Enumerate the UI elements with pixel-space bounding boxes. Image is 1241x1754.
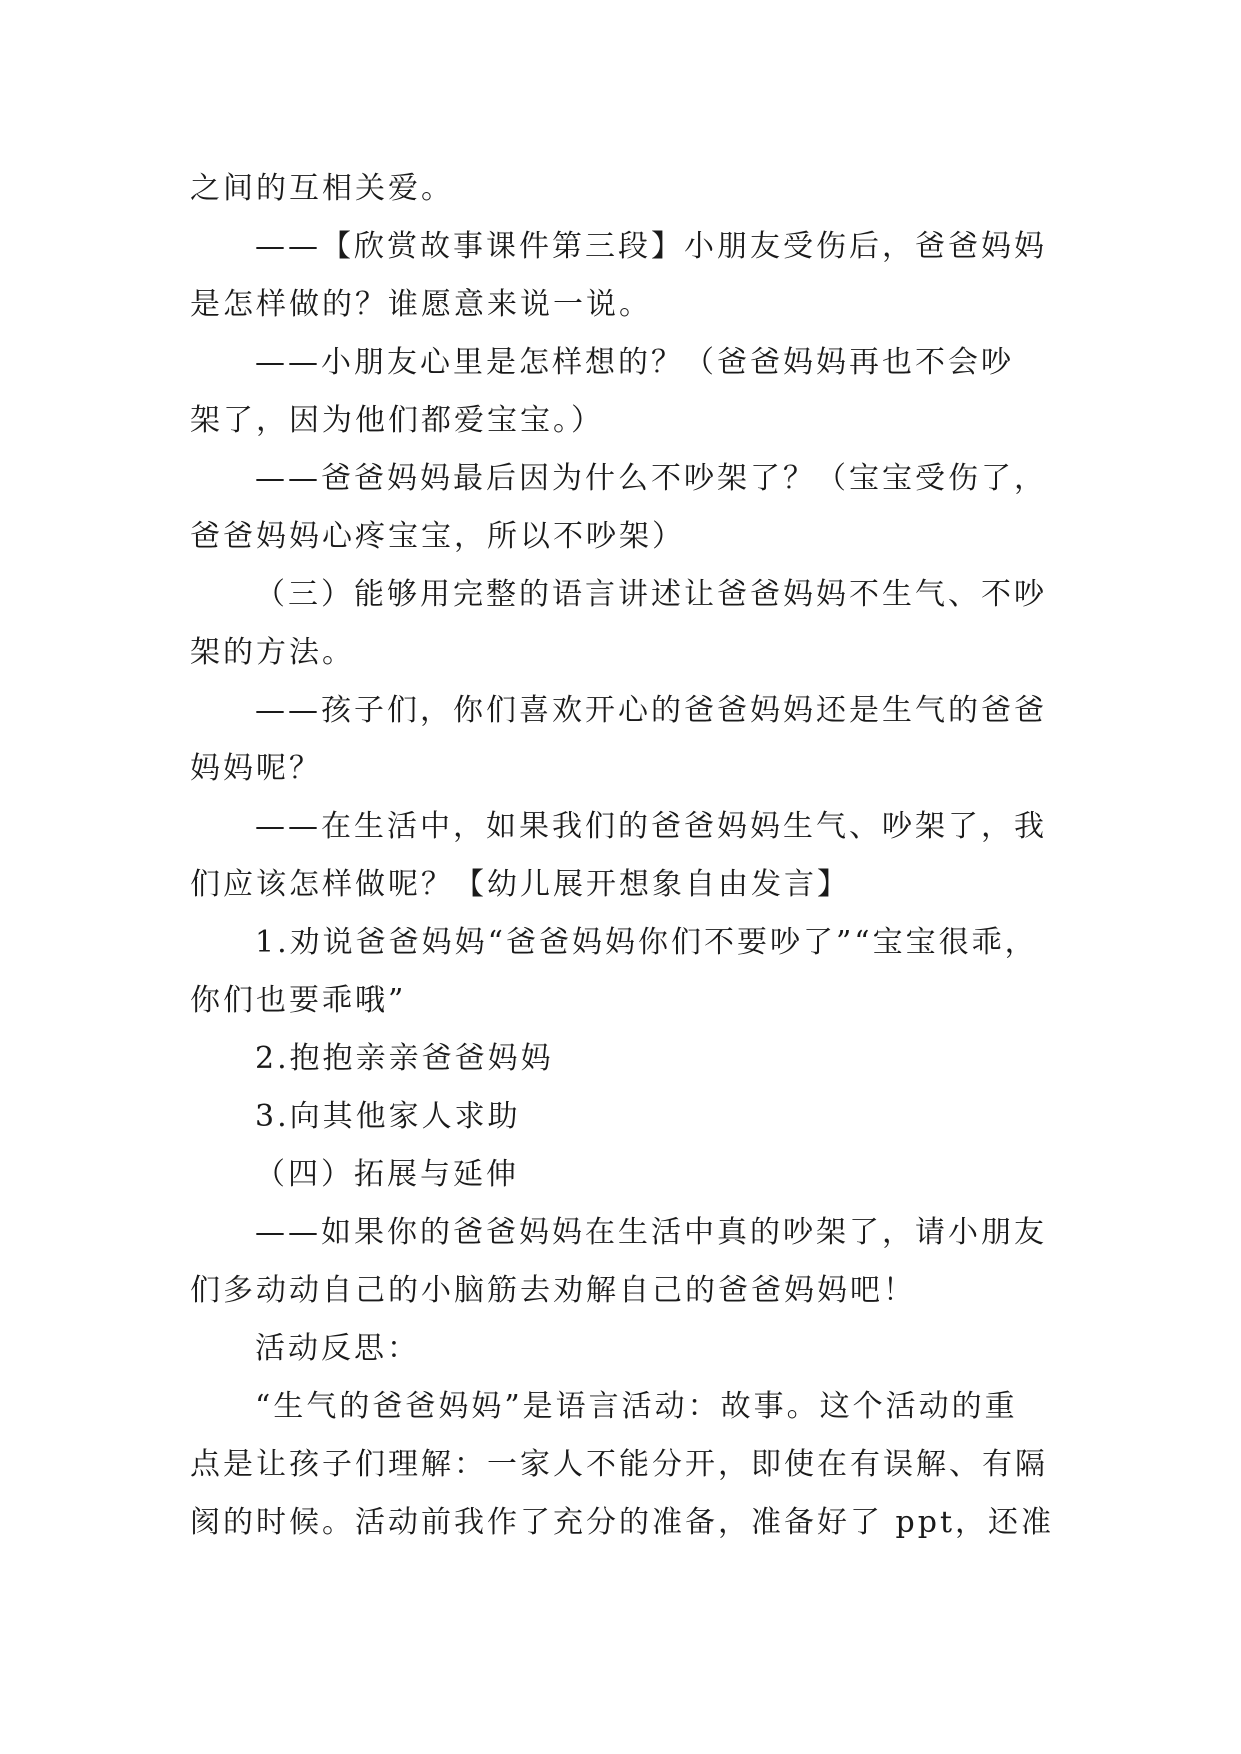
text-line: 架的方法。 xyxy=(190,635,355,670)
text-line: 你们也要乖哦” xyxy=(190,983,407,1018)
text-line: ——孩子们，你们喜欢开心的爸爸妈妈还是生气的爸爸 xyxy=(255,693,1047,728)
text-line: 架了，因为他们都爱宝宝。） xyxy=(190,403,604,438)
section-heading: 活动反思： xyxy=(255,1331,420,1366)
text-line: 点是让孩子们理解：一家人不能分开，即使在有误解、有隔 xyxy=(190,1447,1048,1482)
text-line: 之间的互相关爱。 xyxy=(190,171,454,206)
text-line: 是怎样做的？谁愿意来说一说。 xyxy=(190,287,652,322)
text-line: 妈妈呢？ xyxy=(190,751,322,786)
text-line: 们应该怎样做呢？【幼儿展开想象自由发言】 xyxy=(190,867,850,902)
text-line: ——小朋友心里是怎样想的？（爸爸妈妈再也不会吵 xyxy=(255,345,1014,380)
text-line: 爸爸妈妈心疼宝宝，所以不吵架） xyxy=(190,519,685,554)
list-item: 3.向其他家人求助 xyxy=(255,1099,521,1134)
text-line: ——在生活中，如果我们的爸爸妈妈生气、吵架了，我 xyxy=(255,809,1047,844)
text-line: “生气的爸爸妈妈”是语言活动：故事。这个活动的重 xyxy=(255,1389,1018,1424)
document-body xyxy=(190,160,1060,1552)
text-line: 阂的时候。活动前我作了充分的准备，准备好了 ppt，还准 xyxy=(190,1505,1054,1540)
text-line: 们多动动自己的小脑筋去劝解自己的爸爸妈妈吧！ xyxy=(190,1273,916,1308)
section-heading: （三）能够用完整的语言讲述让爸爸妈妈不生气、不吵 xyxy=(255,577,1047,612)
text-line: ——如果你的爸爸妈妈在生活中真的吵架了，请小朋友 xyxy=(255,1215,1047,1250)
text-line: ——【欣赏故事课件第三段】小朋友受伤后，爸爸妈妈 xyxy=(255,229,1047,264)
section-heading: （四）拓展与延伸 xyxy=(255,1157,519,1192)
list-item: 1.劝说爸爸妈妈“爸爸妈妈你们不要吵了”“宝宝很乖， xyxy=(255,925,1038,960)
list-item: 2.抱抱亲亲爸爸妈妈 xyxy=(255,1041,554,1076)
text-line: ——爸爸妈妈最后因为什么不吵架了？（宝宝受伤了， xyxy=(255,461,1047,496)
